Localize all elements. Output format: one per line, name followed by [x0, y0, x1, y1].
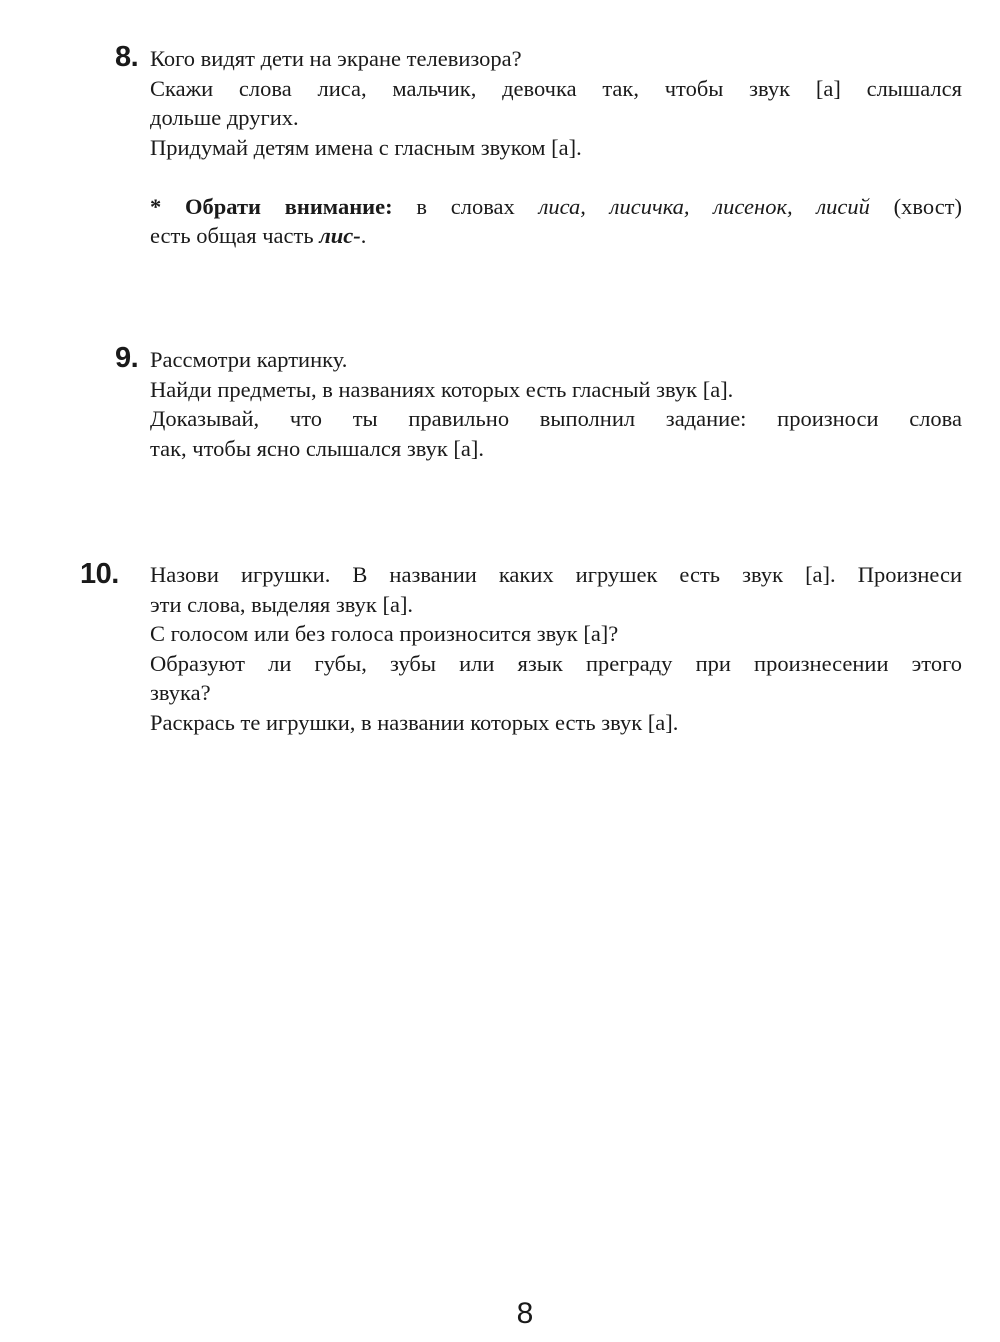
task-line: Образуют ли губы, зубы или язык преграду при произнесении этого [150, 650, 962, 676]
task-line: Рассмотри картинку. [150, 347, 348, 372]
task-number: 8. [115, 41, 139, 73]
task-line: эти слова, выделяя звук [а]. [150, 591, 414, 617]
task-line: Найди предметы, в названиях которых есть гласный звук [а]. [150, 376, 734, 402]
task-line: С голосом или без голоса произносится звук [а]? [150, 621, 619, 646]
task-line: так, чтобы ясно слышался звук [а]. [150, 435, 484, 461]
note-line [150, 192, 962, 222]
note-block [150, 192, 962, 251]
task-line: Назови игрушки. В названии каких игрушек есть звук [а]. Произнеси [150, 562, 962, 587]
task-line: Кого видят дети на экране телевизора? [150, 46, 522, 71]
note-text: в словах [392, 193, 539, 219]
task-number: 10. [80, 558, 119, 590]
note-marker: * Обрати внимание: [150, 193, 393, 219]
note-text: . [360, 223, 367, 248]
task-text [150, 560, 962, 737]
page-number: 8 [516, 1297, 534, 1330]
note-text: есть общая часть [150, 223, 320, 248]
note-text: (хвост) [869, 193, 962, 219]
note-example-words: лиса, лисичка, лисенок, лисий [538, 193, 870, 219]
task-line: Скажи слова лиса, мальчик, девочка так, чтобы звук [а] слышался [150, 75, 962, 101]
note-line [150, 221, 962, 251]
task-line: звука? [150, 680, 211, 705]
task-line: Придумай детям имена с гласным звуком [а]. [150, 134, 582, 160]
task-number: 9. [115, 342, 139, 374]
task-text [150, 345, 962, 463]
task-line: Доказывай, что ты правильно выполнил задание: произноси слова [150, 406, 962, 431]
task-line: Раскрась те игрушки, в названии которых есть звук [а]. [150, 709, 679, 735]
task-line: дольше других. [150, 105, 299, 130]
task-text [150, 44, 962, 251]
note-root: лис- [319, 223, 361, 248]
